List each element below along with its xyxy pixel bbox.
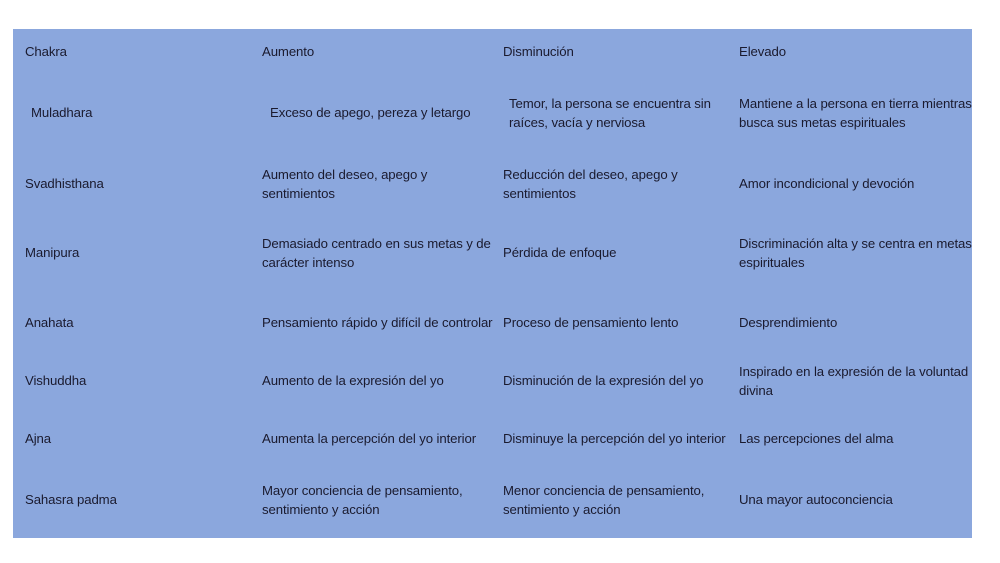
table-row: [13, 154, 972, 214]
cell-disminucion: Pérdida de enfoque: [503, 245, 617, 261]
cell-chakra-name: Anahata: [25, 315, 74, 331]
table-row: [13, 469, 972, 531]
cell-aumento: Aumenta la percepción del yo interior: [262, 431, 477, 447]
cell-disminucion: Menor conciencia de pensamiento, sentimiento y acción: [503, 482, 705, 517]
cell-aumento: Aumento de la expresión del yo: [262, 373, 444, 389]
cell-chakra-name: Manipura: [25, 245, 80, 261]
cell-disminucion: Proceso de pensamiento lento: [503, 315, 679, 331]
cell-elevado: Las percepciones del alma: [739, 431, 894, 447]
cell-chakra-name: Svadhisthana: [25, 176, 104, 192]
cell-chakra-name: Muladhara: [31, 105, 93, 121]
cell-elevado: Desprendimiento: [739, 315, 838, 331]
cell-aumento: Mayor conciencia de pensamiento, sentimiento y acción: [262, 482, 463, 517]
chakra-comparison-table: [13, 29, 972, 538]
table-row: [13, 410, 972, 468]
cell-chakra-name: Vishuddha: [25, 373, 87, 389]
cell-disminucion: Disminuye la percepción del yo interior: [503, 431, 726, 447]
column-header-aumento: Aumento: [262, 44, 315, 60]
column-header-chakra: Chakra: [25, 44, 67, 60]
cell-disminucion: Disminución de la expresión del yo: [503, 373, 704, 389]
table-row: [13, 293, 972, 353]
column-header-disminucion: Disminución: [503, 44, 574, 60]
cell-aumento: Aumento del deseo, apego y sentimientos: [262, 166, 428, 201]
cell-disminucion: Temor, la persona se encuentra sin raíces, vacía y nerviosa: [509, 95, 711, 130]
cell-disminucion: Reducción del deseo, apego y sentimientos: [503, 166, 678, 201]
cell-chakra-name: Ajna: [25, 431, 51, 447]
table-header-row: [13, 34, 972, 70]
cell-aumento: Pensamiento rápido y difícil de controlar: [262, 315, 493, 331]
cell-elevado: Inspirado en la expresión de la voluntad divina: [739, 363, 969, 398]
cell-elevado: Mantiene a la persona en tierra mientras busca sus metas espirituales: [739, 95, 972, 130]
table-row: [13, 223, 972, 283]
cell-aumento: Demasiado centrado en sus metas y de carácter intenso: [262, 235, 491, 270]
table-row: [13, 84, 972, 142]
cell-aumento: Exceso de apego, pereza y letargo: [270, 105, 471, 121]
cell-elevado: Amor incondicional y devoción: [739, 176, 915, 192]
cell-elevado: Una mayor autoconciencia: [739, 492, 893, 508]
column-header-elevado: Elevado: [739, 44, 786, 60]
table-row: [13, 352, 972, 410]
cell-elevado: Discriminación alta y se centra en metas espirituales: [739, 235, 972, 270]
cell-chakra-name: Sahasra padma: [25, 492, 117, 508]
